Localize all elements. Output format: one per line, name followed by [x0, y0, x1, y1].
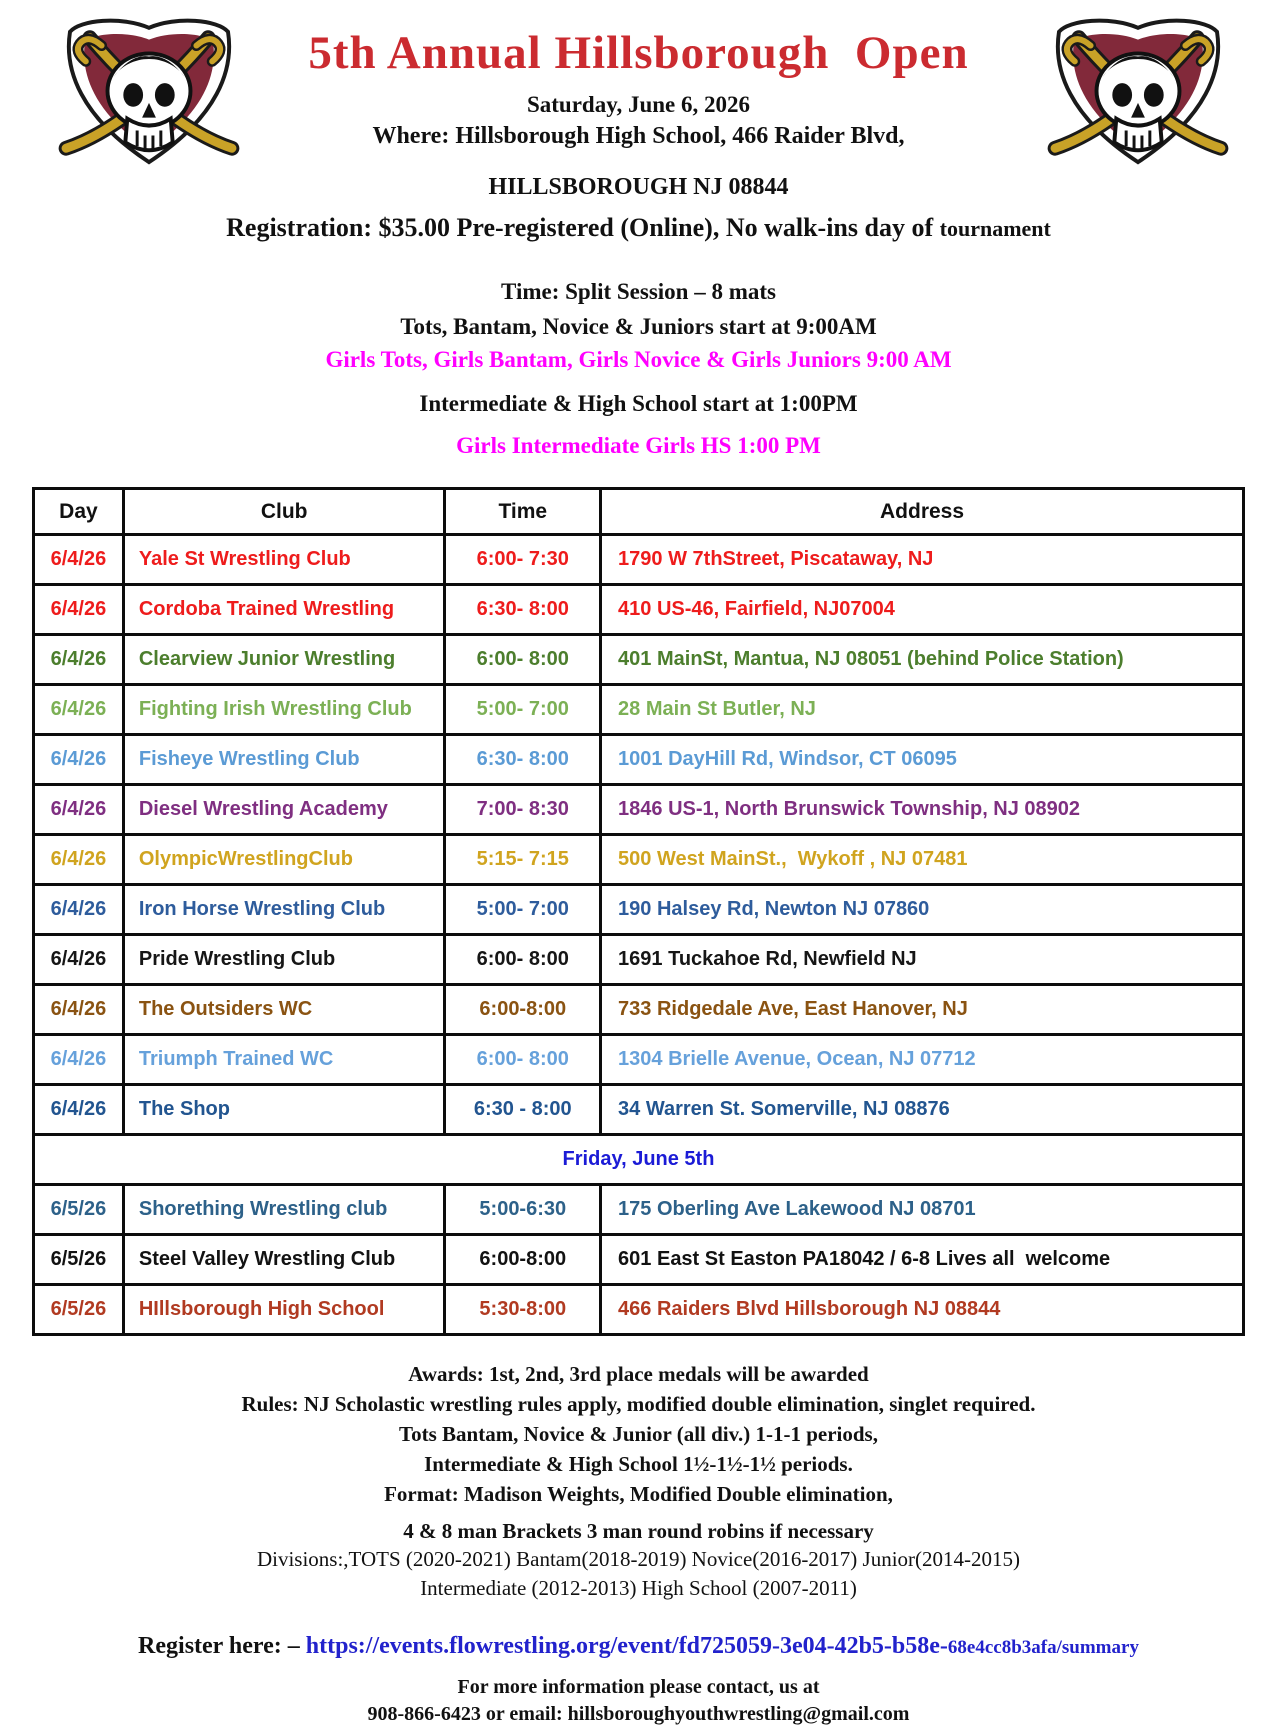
cell-day: 6/4/26 [34, 1085, 124, 1135]
contact-phone-email-line: 908-866-6423 or email: hillsboroughyouthwrestling@gmail.com [367, 1703, 910, 1725]
cell-address: 28 Main St Butler, NJ [601, 685, 1244, 735]
contact-info-line: For more information please contact, us at [457, 1676, 820, 1698]
awards-line: Awards: 1st, 2nd, 3rd place medals will be awarded [408, 1362, 869, 1386]
table-row [34, 585, 1244, 635]
cell-address: 1846 US-1, North Brunswick Township, NJ 08902 [601, 785, 1244, 835]
cell-day: 6/4/26 [34, 535, 124, 585]
cell-day: 6/4/26 [34, 685, 124, 735]
practice-schedule-table [32, 487, 1245, 1336]
cell-club: Shorething Wrestling club [123, 1185, 445, 1235]
cell-club: Triumph Trained WC [123, 1035, 445, 1085]
event-city-line: HILLSBOROUGH NJ 08844 [488, 174, 789, 200]
cell-day: 6/5/26 [34, 1185, 124, 1235]
cell-club: Iron Horse Wrestling Club [123, 885, 445, 935]
table-row [34, 785, 1244, 835]
cell-time: 6:00- 8:00 [445, 635, 601, 685]
column-header-day: Day [34, 489, 124, 535]
cell-day: 6/5/26 [34, 1235, 124, 1285]
cell-address: 1001 DayHill Rd, Windsor, CT 06095 [601, 735, 1244, 785]
register-line [0, 1633, 1277, 1660]
cell-address: 500 West MainSt., Wykoff , NJ 07481 [601, 835, 1244, 885]
cell-day: 6/4/26 [34, 735, 124, 785]
cell-address: 401 MainSt, Mantua, NJ 08051 (behind Police Station) [601, 635, 1244, 685]
table-row [34, 835, 1244, 885]
table-row [34, 535, 1244, 585]
pirate-logo-left-icon [38, 12, 260, 170]
table-row [34, 1035, 1244, 1085]
table-row [34, 635, 1244, 685]
cell-club: Fighting Irish Wrestling Club [123, 685, 445, 735]
cell-time: 6:00- 8:00 [445, 935, 601, 985]
cell-club: Diesel Wrestling Academy [123, 785, 445, 835]
rules-line: Rules: NJ Scholastic wrestling rules apply, modified double elimination, singlet required. [241, 1392, 1036, 1416]
pirate-skull-swords-icon [38, 12, 260, 170]
table-row [34, 885, 1244, 935]
table-row [34, 1285, 1244, 1335]
cell-time: 6:00- 7:30 [445, 535, 601, 585]
column-header-time: Time [445, 489, 601, 535]
format-line: Format: Madison Weights, Modified Double elimination, [384, 1482, 893, 1506]
session-morning-line: Tots, Bantam, Novice & Juniors start at 9:00AM [400, 314, 877, 339]
cell-address: 34 Warren St. Somerville, NJ 08876 [601, 1085, 1244, 1135]
cell-address: 1304 Brielle Avenue, Ocean, NJ 07712 [601, 1035, 1244, 1085]
session-girls-am-line: Girls Tots, Girls Bantam, Girls Novice & Girls Juniors 9:00 AM [325, 347, 952, 372]
cell-club: OlympicWrestlingClub [123, 835, 445, 885]
registration-tail: tournament [939, 216, 1051, 241]
registration-link-tail[interactable]: 68e4cc8b3afa/summary [947, 1637, 1139, 1658]
cell-day: 6/4/26 [34, 1035, 124, 1085]
registration-main: Registration: $35.00 Pre-registered (Online), No walk-ins day of [226, 213, 940, 242]
registration-line [0, 213, 1277, 243]
cell-club: The Outsiders WC [123, 985, 445, 1035]
table-row [34, 685, 1244, 735]
cell-club: Yale St Wrestling Club [123, 535, 445, 585]
cell-time: 5:00- 7:00 [445, 885, 601, 935]
brackets-line: 4 & 8 man Brackets 3 man round robins if necessary [403, 1519, 874, 1543]
cell-day: 6/4/26 [34, 785, 124, 835]
table-row [34, 1185, 1244, 1235]
cell-club: HIllsborough High School [123, 1285, 445, 1335]
pirate-skull-swords-icon [1027, 12, 1249, 170]
column-header-club: Club [123, 489, 445, 535]
table-row [34, 1235, 1244, 1285]
cell-time: 7:00- 8:30 [445, 785, 601, 835]
table-row [34, 1085, 1244, 1135]
page-title: 5th Annual Hillsborough Open [308, 27, 969, 79]
cell-address: 1691 Tuckahoe Rd, Newfield NJ [601, 935, 1244, 985]
cell-time: 5:15- 7:15 [445, 835, 601, 885]
cell-club: Clearview Junior Wrestling [123, 635, 445, 685]
cell-time: 6:00-8:00 [445, 985, 601, 1035]
divider-label: Friday, June 5th [34, 1135, 1244, 1185]
register-label: Register here: – [138, 1633, 306, 1659]
cell-address: 190 Halsey Rd, Newton NJ 07860 [601, 885, 1244, 935]
cell-day: 6/4/26 [34, 585, 124, 635]
cell-time: 6:30- 8:00 [445, 585, 601, 635]
cell-time: 5:30-8:00 [445, 1285, 601, 1335]
registration-link[interactable] [306, 1633, 1139, 1659]
cell-club: The Shop [123, 1085, 445, 1135]
cell-club: Steel Valley Wrestling Club [123, 1235, 445, 1285]
cell-time: 6:30- 8:00 [445, 735, 601, 785]
cell-time: 5:00- 7:00 [445, 685, 601, 735]
cell-day: 6/4/26 [34, 985, 124, 1035]
periods-line-1: Tots Bantam, Novice & Junior (all div.) 1-1-1 periods, [399, 1422, 878, 1446]
cell-day: 6/4/26 [34, 835, 124, 885]
cell-address: 466 Raiders Blvd Hillsborough NJ 08844 [601, 1285, 1244, 1335]
cell-day: 6/4/26 [34, 635, 124, 685]
cell-day: 6/5/26 [34, 1285, 124, 1335]
cell-address: 733 Ridgedale Ave, East Hanover, NJ [601, 985, 1244, 1035]
table-header-row [34, 489, 1244, 535]
periods-line-2: Intermediate & High School 1½-1½-1½ periods. [424, 1452, 853, 1476]
cell-time: 5:00-6:30 [445, 1185, 601, 1235]
cell-address: 1790 W 7thStreet, Piscataway, NJ [601, 535, 1244, 585]
table-row [34, 735, 1244, 785]
table-row [34, 935, 1244, 985]
cell-club: Fisheye Wrestling Club [123, 735, 445, 785]
cell-time: 6:00- 8:00 [445, 1035, 601, 1085]
session-girls-pm-line: Girls Intermediate Girls HS 1:00 PM [456, 433, 821, 458]
cell-day: 6/4/26 [34, 885, 124, 935]
divisions-line-1: Divisions:,TOTS (2020-2021) Bantam(2018-2019) Novice(2016-2017) Junior(2014-2015) [256, 1547, 1021, 1571]
cell-address: 175 Oberling Ave Lakewood NJ 08701 [601, 1185, 1244, 1235]
cell-address: 601 East St Easton PA18042 / 6-8 Lives all welcome [601, 1235, 1244, 1285]
table-divider-row [34, 1135, 1244, 1185]
divisions-line-2: Intermediate (2012-2013) High School (2007-2011) [420, 1576, 857, 1600]
event-where-line: Where: Hillsborough High School, 466 Raider Blvd, [372, 123, 905, 149]
event-date-line: Saturday, June 6, 2026 [526, 92, 750, 117]
session-time-line: Time: Split Session – 8 mats [501, 279, 776, 304]
cell-address: 410 US-46, Fairfield, NJ07004 [601, 585, 1244, 635]
column-header-address: Address [601, 489, 1244, 535]
table-row [34, 985, 1244, 1035]
cell-club: Cordoba Trained Wrestling [123, 585, 445, 635]
registration-link-main[interactable]: https://events.flowrestling.org/event/fd725059-3e04-42b5-b58e- [305, 1633, 948, 1659]
cell-time: 6:00-8:00 [445, 1235, 601, 1285]
session-afternoon-line: Intermediate & High School start at 1:00PM [419, 391, 858, 416]
pirate-logo-right-icon [1027, 12, 1249, 170]
cell-day: 6/4/26 [34, 935, 124, 985]
cell-club: Pride Wrestling Club [123, 935, 445, 985]
cell-time: 6:30 - 8:00 [445, 1085, 601, 1135]
